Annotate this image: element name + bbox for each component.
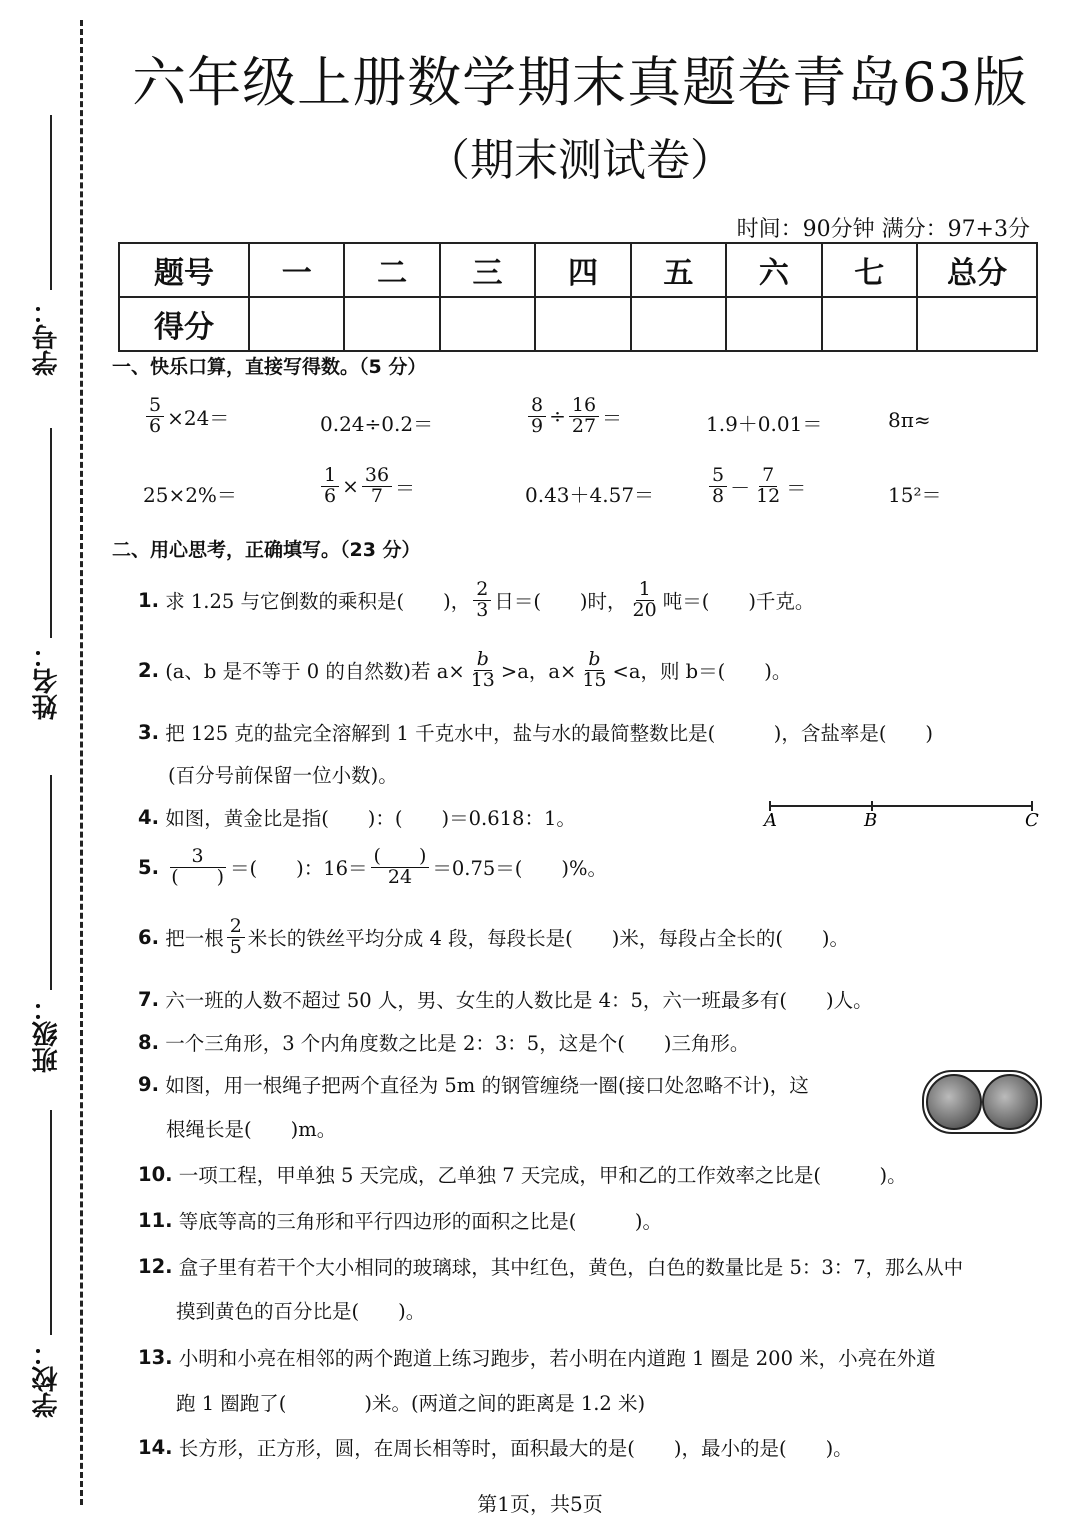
calc-item xyxy=(143,396,229,437)
question-2 xyxy=(138,650,791,691)
class-label: 班级： xyxy=(32,995,62,1073)
question-text: 把一根 xyxy=(165,927,224,951)
question-text: 如图，黄金比是指( )：( )＝0.618：1。 xyxy=(165,807,576,830)
score-cell: 二 xyxy=(344,243,439,297)
section1-title: 一、快乐口算，直接写得数。（5 分） xyxy=(112,356,427,378)
denominator: 6 xyxy=(324,484,337,507)
denominator: 7 xyxy=(370,484,383,507)
numerator: 1 xyxy=(636,580,654,601)
score-cell: 总分 xyxy=(917,243,1037,297)
question-number: 1. xyxy=(138,588,159,612)
question-text: <a，则 b＝( )。 xyxy=(612,660,792,684)
fraction xyxy=(227,917,245,958)
denominator: 12 xyxy=(756,484,781,507)
question-8 xyxy=(138,1028,749,1056)
question-text: 长方形，正方形，圆，在周长相等时，面积最大的是( )，最小的是( )。 xyxy=(178,1437,853,1460)
operator: ＝ xyxy=(786,475,807,500)
question-number: 8. xyxy=(138,1030,159,1054)
question-3-line2 xyxy=(168,760,398,788)
question-text: 根绳长是( )m。 xyxy=(166,1118,337,1141)
pipe-left xyxy=(926,1074,982,1130)
denominator: ( ) xyxy=(171,865,225,888)
numerator: 36 xyxy=(362,466,392,487)
calc-text: 15²＝ xyxy=(888,483,942,507)
binding-dashed-line xyxy=(80,20,83,1505)
question-text: 日＝( )时， xyxy=(494,590,627,614)
question-13 xyxy=(138,1343,936,1371)
score-cell: 得分 xyxy=(119,297,249,351)
score-input-cell[interactable] xyxy=(917,297,1037,351)
score-cell: 三 xyxy=(440,243,535,297)
point-a-label: A xyxy=(764,810,777,831)
score-cell: 五 xyxy=(631,243,726,297)
denominator: 3 xyxy=(476,598,489,621)
denominator: 13 xyxy=(470,668,495,691)
question-text: 米长的铁丝平均分成 4 段，每段长是( )米，每段占全长的( )。 xyxy=(247,927,850,951)
denominator: 15 xyxy=(582,668,607,691)
section2-title: 二、用心思考，正确填写。（23 分） xyxy=(112,539,421,561)
score-input-cell[interactable] xyxy=(249,297,344,351)
golden-ratio-segment-figure xyxy=(760,798,1045,832)
fraction xyxy=(468,650,498,691)
question-12 xyxy=(138,1252,963,1280)
numerator: 2 xyxy=(227,917,245,938)
question-12-line2 xyxy=(176,1296,425,1324)
question-text: (百分号前保留一位小数)。 xyxy=(168,764,398,787)
numerator: ( ) xyxy=(371,847,430,868)
score-input-cell[interactable] xyxy=(631,297,726,351)
calc-item xyxy=(888,408,931,432)
score-cell: 题号 xyxy=(119,243,249,297)
calc-text: 8π≈ xyxy=(888,408,931,432)
operator: － xyxy=(730,475,751,500)
numerator: b xyxy=(585,650,603,671)
question-14 xyxy=(138,1433,853,1461)
question-text: 盒子里有若干个大小相同的玻璃球，其中红色，黄色，白色的数量比是 5：3：7，那么从中 xyxy=(178,1256,964,1279)
denominator: 20 xyxy=(632,598,657,621)
numerator: 7 xyxy=(759,466,777,487)
calc-item xyxy=(143,479,237,508)
denominator: 27 xyxy=(571,414,597,437)
name-label: 姓名： xyxy=(32,642,62,720)
question-text: 一个三角形，3 个内角度数之比是 2：3：5，这是个( )三角形。 xyxy=(165,1032,750,1055)
denominator: 8 xyxy=(712,484,725,507)
calc-item xyxy=(706,408,822,437)
calc-item xyxy=(706,466,806,507)
page-subtitle: （期末测试卷） xyxy=(426,135,734,186)
page-footer: 第1页，共5页 xyxy=(477,1492,603,1516)
point-b-label: B xyxy=(864,810,878,831)
question-number: 13. xyxy=(138,1345,173,1369)
question-text: 吨＝( )千克。 xyxy=(662,590,815,614)
question-4 xyxy=(138,803,576,831)
question-number: 11. xyxy=(138,1208,173,1232)
fraction xyxy=(362,466,392,507)
score-cell: 一 xyxy=(249,243,344,297)
calc-text: 0.43＋4.57＝ xyxy=(525,483,655,507)
score-table-score-row xyxy=(119,297,1037,351)
calc-text: 0.24÷0.2＝ xyxy=(320,412,434,436)
score-table xyxy=(118,242,1038,352)
numerator: 5 xyxy=(146,396,164,417)
question-number: 5. xyxy=(138,855,159,879)
fraction xyxy=(579,650,609,691)
operator: ＝ xyxy=(395,475,416,500)
point-c-label: C xyxy=(1025,810,1039,831)
score-table-header-row xyxy=(119,243,1037,297)
fraction xyxy=(630,580,660,621)
question-5 xyxy=(138,847,607,888)
question-text: 摸到黄色的百分比是( )。 xyxy=(176,1300,426,1323)
fraction xyxy=(473,580,491,621)
name-line xyxy=(50,428,52,638)
exam-meta: 时间：90分钟 满分：97+3分 xyxy=(736,217,1030,242)
question-number: 4. xyxy=(138,805,159,829)
calc-item xyxy=(525,396,622,437)
calc-item xyxy=(525,479,654,508)
question-text: ＝( )：16＝ xyxy=(230,857,368,881)
question-text: 跑 1 圈跑了( )米。(两道之间的距离是 1.2 米) xyxy=(176,1392,646,1415)
question-9-line2 xyxy=(166,1114,336,1142)
calc-text: 25×2%＝ xyxy=(143,483,237,507)
fraction xyxy=(321,466,339,507)
question-7 xyxy=(138,985,873,1013)
denominator: 6 xyxy=(149,414,162,437)
question-number: 2. xyxy=(138,658,159,682)
question-text: 等底等高的三角形和平行四边形的面积之比是( )。 xyxy=(178,1210,662,1233)
question-text: 六一班的人数不超过 50 人，男、女生的人数比是 4：5，六一班最多有( )人。 xyxy=(165,989,873,1012)
score-cell: 七 xyxy=(822,243,917,297)
numerator: 1 xyxy=(321,466,339,487)
question-text: >a，a× xyxy=(500,660,577,684)
score-cell: 四 xyxy=(535,243,630,297)
question-text: (a、b 是不等于 0 的自然数)若 a× xyxy=(165,660,465,684)
calc-text: ×24＝ xyxy=(167,405,230,430)
score-cell: 六 xyxy=(726,243,821,297)
score-input-cell[interactable] xyxy=(344,297,439,351)
question-text: 求 1.25 与它倒数的乘积是( )， xyxy=(165,590,471,614)
question-number: 12. xyxy=(138,1254,173,1278)
fraction xyxy=(168,847,227,888)
operator: × xyxy=(342,474,359,499)
numerator: 3 xyxy=(170,847,226,868)
page-title: 六年级上册数学期末真题卷青岛63版 xyxy=(132,51,1028,114)
question-number: 7. xyxy=(138,987,159,1011)
score-input-cell[interactable] xyxy=(535,297,630,351)
question-number: 6. xyxy=(138,925,159,949)
question-number: 9. xyxy=(138,1072,159,1096)
student-id-label: 学号： xyxy=(32,298,62,376)
fraction xyxy=(753,466,783,507)
calc-item xyxy=(888,479,941,508)
fraction xyxy=(146,396,164,437)
numerator: b xyxy=(474,650,492,671)
rope-figure xyxy=(922,1070,1042,1134)
question-10 xyxy=(138,1160,907,1188)
score-input-cell[interactable] xyxy=(822,297,917,351)
pipe-right xyxy=(982,1074,1038,1130)
question-11 xyxy=(138,1206,662,1234)
question-9 xyxy=(138,1070,809,1098)
numerator: 16 xyxy=(569,396,599,417)
question-3 xyxy=(138,718,933,746)
fraction xyxy=(709,466,727,507)
denominator: 9 xyxy=(531,414,544,437)
calc-text: 1.9＋0.01＝ xyxy=(706,412,823,436)
question-number: 3. xyxy=(138,720,159,744)
question-number: 14. xyxy=(138,1435,173,1459)
operator: ÷ xyxy=(549,404,566,429)
question-text: 把 125 克的盐完全溶解到 1 千克水中，盐与水的最简整数比是( )，含盐率是( ) xyxy=(165,722,934,745)
denominator: 5 xyxy=(229,935,242,958)
fraction xyxy=(371,847,430,888)
question-1 xyxy=(138,580,814,621)
school-line xyxy=(50,1110,52,1335)
question-text: 一项工程，甲单独 5 天完成，乙单独 7 天完成，甲和乙的工作效率之比是( )。 xyxy=(178,1164,907,1187)
calc-item xyxy=(318,466,415,507)
fraction xyxy=(569,396,599,437)
fraction xyxy=(528,396,546,437)
question-text: 如图，用一根绳子把两个直径为 5m 的钢管缠绕一圈(接口处忽略不计)，这 xyxy=(165,1074,809,1097)
question-text: ＝0.75＝( )%。 xyxy=(432,857,608,881)
question-number: 10. xyxy=(138,1162,173,1186)
score-input-cell[interactable] xyxy=(440,297,535,351)
student-id-line xyxy=(50,115,52,290)
numerator: 5 xyxy=(709,466,727,487)
numerator: 8 xyxy=(528,396,546,417)
denominator: 24 xyxy=(387,865,413,888)
class-line xyxy=(50,775,52,990)
question-text: 小明和小亮在相邻的两个跑道上练习跑步，若小明在内道跑 1 圈是 200 米，小亮在外道 xyxy=(178,1347,936,1370)
question-13-line2 xyxy=(176,1388,645,1416)
calc-item xyxy=(320,408,433,437)
numerator: 2 xyxy=(473,580,491,601)
score-input-cell[interactable] xyxy=(726,297,821,351)
operator: ＝ xyxy=(602,405,623,430)
school-label: 学校： xyxy=(32,1340,62,1418)
question-6 xyxy=(138,917,849,958)
